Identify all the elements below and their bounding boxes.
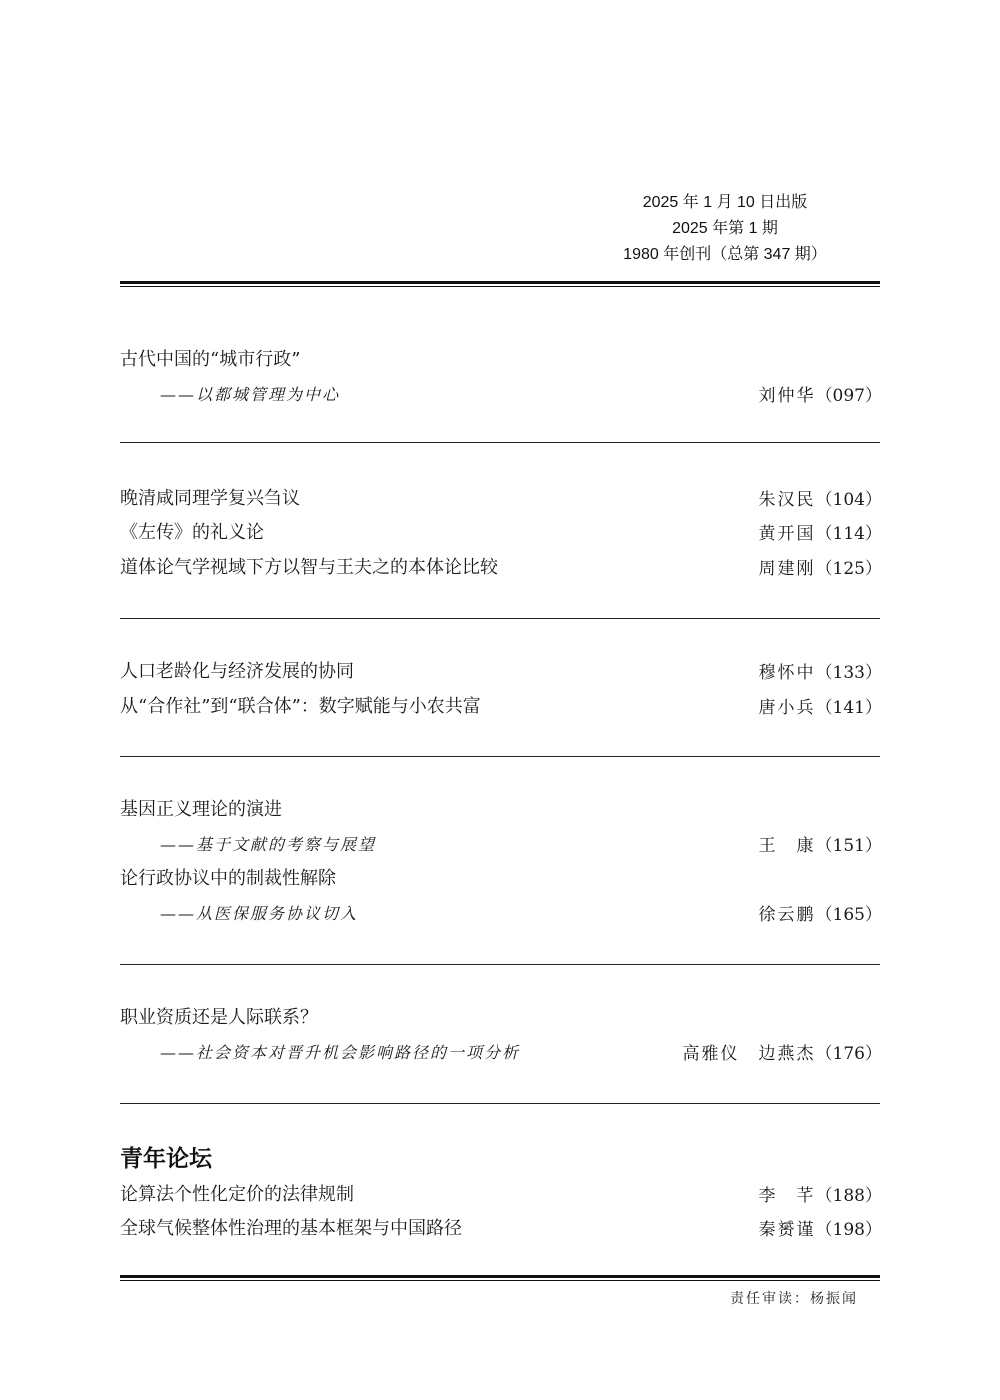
author: 黄开国 — [758, 523, 816, 544]
section-heading: 青年论坛 — [120, 1146, 212, 1172]
author-page — [759, 554, 882, 579]
author-page — [759, 1215, 882, 1240]
author-page — [759, 519, 882, 544]
author-page — [759, 1181, 882, 1206]
bottom-double-rule — [120, 1275, 880, 1281]
article-title: 职业资质还是人际联系？ — [120, 1007, 318, 1028]
author: 周建刚 — [758, 558, 816, 579]
toc-entry[interactable] — [120, 793, 882, 823]
article-title: 人口老龄化与经济发展的协同 — [120, 661, 354, 682]
toc-entry[interactable] — [120, 1001, 882, 1031]
page-number: （141） — [815, 697, 882, 718]
author: 秦赟谨 — [758, 1219, 816, 1240]
article-title: 基因正义理论的演进 — [120, 799, 282, 820]
article-title: 从“合作社”到“联合体”：数字赋能与小农共富 — [120, 696, 481, 717]
issue-number: 2025 年第 1 期 — [672, 220, 778, 237]
article-subtitle: ——以都城管理为中心 — [160, 384, 341, 404]
page-number: （188） — [815, 1185, 882, 1206]
toc-entry[interactable] — [120, 551, 882, 581]
toc-entry[interactable] — [120, 482, 882, 512]
article-subtitle: ——社会资本对晋升机会影响路径的一项分析 — [160, 1042, 521, 1062]
page-number: （097） — [815, 385, 882, 406]
section-divider — [120, 964, 880, 965]
founding-info: 1980 年创刊（总第 347 期） — [623, 246, 827, 263]
toc-entry[interactable] — [120, 516, 882, 546]
author-page — [759, 658, 882, 683]
issue-info — [595, 190, 855, 268]
author-page — [759, 381, 882, 406]
article-title: 论算法个性化定价的法律规制 — [120, 1184, 354, 1205]
article-subtitle: ——从医保服务协议切入 — [160, 903, 359, 923]
section-divider — [120, 756, 880, 757]
article-title: 论行政协议中的制裁性解除 — [120, 868, 336, 889]
author: 高雅仪 边燕杰 — [682, 1043, 816, 1064]
author: 李 芊 — [758, 1185, 816, 1206]
page-number: （165） — [815, 904, 882, 925]
toc-entry-subtitle-row[interactable] — [120, 828, 882, 858]
article-title: 道体论气学视域下方以智与王夫之的本体论比较 — [120, 557, 498, 578]
section-divider — [120, 618, 880, 619]
article-title: 古代中国的“城市行政” — [120, 349, 301, 370]
author-page — [759, 900, 882, 925]
toc-entry[interactable] — [120, 343, 882, 373]
page-number: （133） — [815, 662, 882, 683]
page-number: （104） — [815, 489, 882, 510]
page-number: （125） — [815, 558, 882, 579]
editor-note: 责任审读：杨振闻 — [730, 1291, 858, 1307]
toc-entry[interactable] — [120, 1212, 882, 1242]
toc-entry[interactable] — [120, 690, 882, 720]
author: 穆怀中 — [758, 662, 816, 683]
author: 唐小兵 — [758, 697, 816, 718]
author: 朱汉民 — [758, 489, 816, 510]
article-title: 全球气候整体性治理的基本框架与中国路径 — [120, 1218, 462, 1239]
article-subtitle: ——基于文献的考察与展望 — [160, 834, 377, 854]
author: 王 康 — [758, 835, 816, 856]
author-page — [683, 1039, 882, 1064]
toc-entry-subtitle-row[interactable] — [120, 378, 882, 408]
publish-date: 2025 年 1 月 10 日出版 — [642, 194, 808, 211]
author: 徐云鹏 — [758, 904, 816, 925]
page-number: （114） — [815, 523, 882, 544]
section-divider — [120, 1103, 880, 1104]
toc-entry-subtitle-row[interactable] — [120, 897, 882, 927]
article-title: 《左传》的礼义论 — [120, 522, 264, 543]
top-double-rule — [120, 281, 880, 287]
page-number: （151） — [815, 835, 882, 856]
toc-entry[interactable] — [120, 862, 882, 892]
toc-entry[interactable] — [120, 1178, 882, 1208]
page-number: （176） — [815, 1043, 882, 1064]
author: 刘仲华 — [758, 385, 816, 406]
toc-entry-subtitle-row[interactable] — [120, 1036, 882, 1066]
section-divider — [120, 442, 880, 443]
article-title: 晚清咸同理学复兴刍议 — [120, 488, 300, 509]
author-page — [759, 831, 882, 856]
author-page — [759, 485, 882, 510]
toc-entry[interactable] — [120, 655, 882, 685]
page-number: （198） — [815, 1219, 882, 1240]
author-page — [759, 693, 882, 718]
